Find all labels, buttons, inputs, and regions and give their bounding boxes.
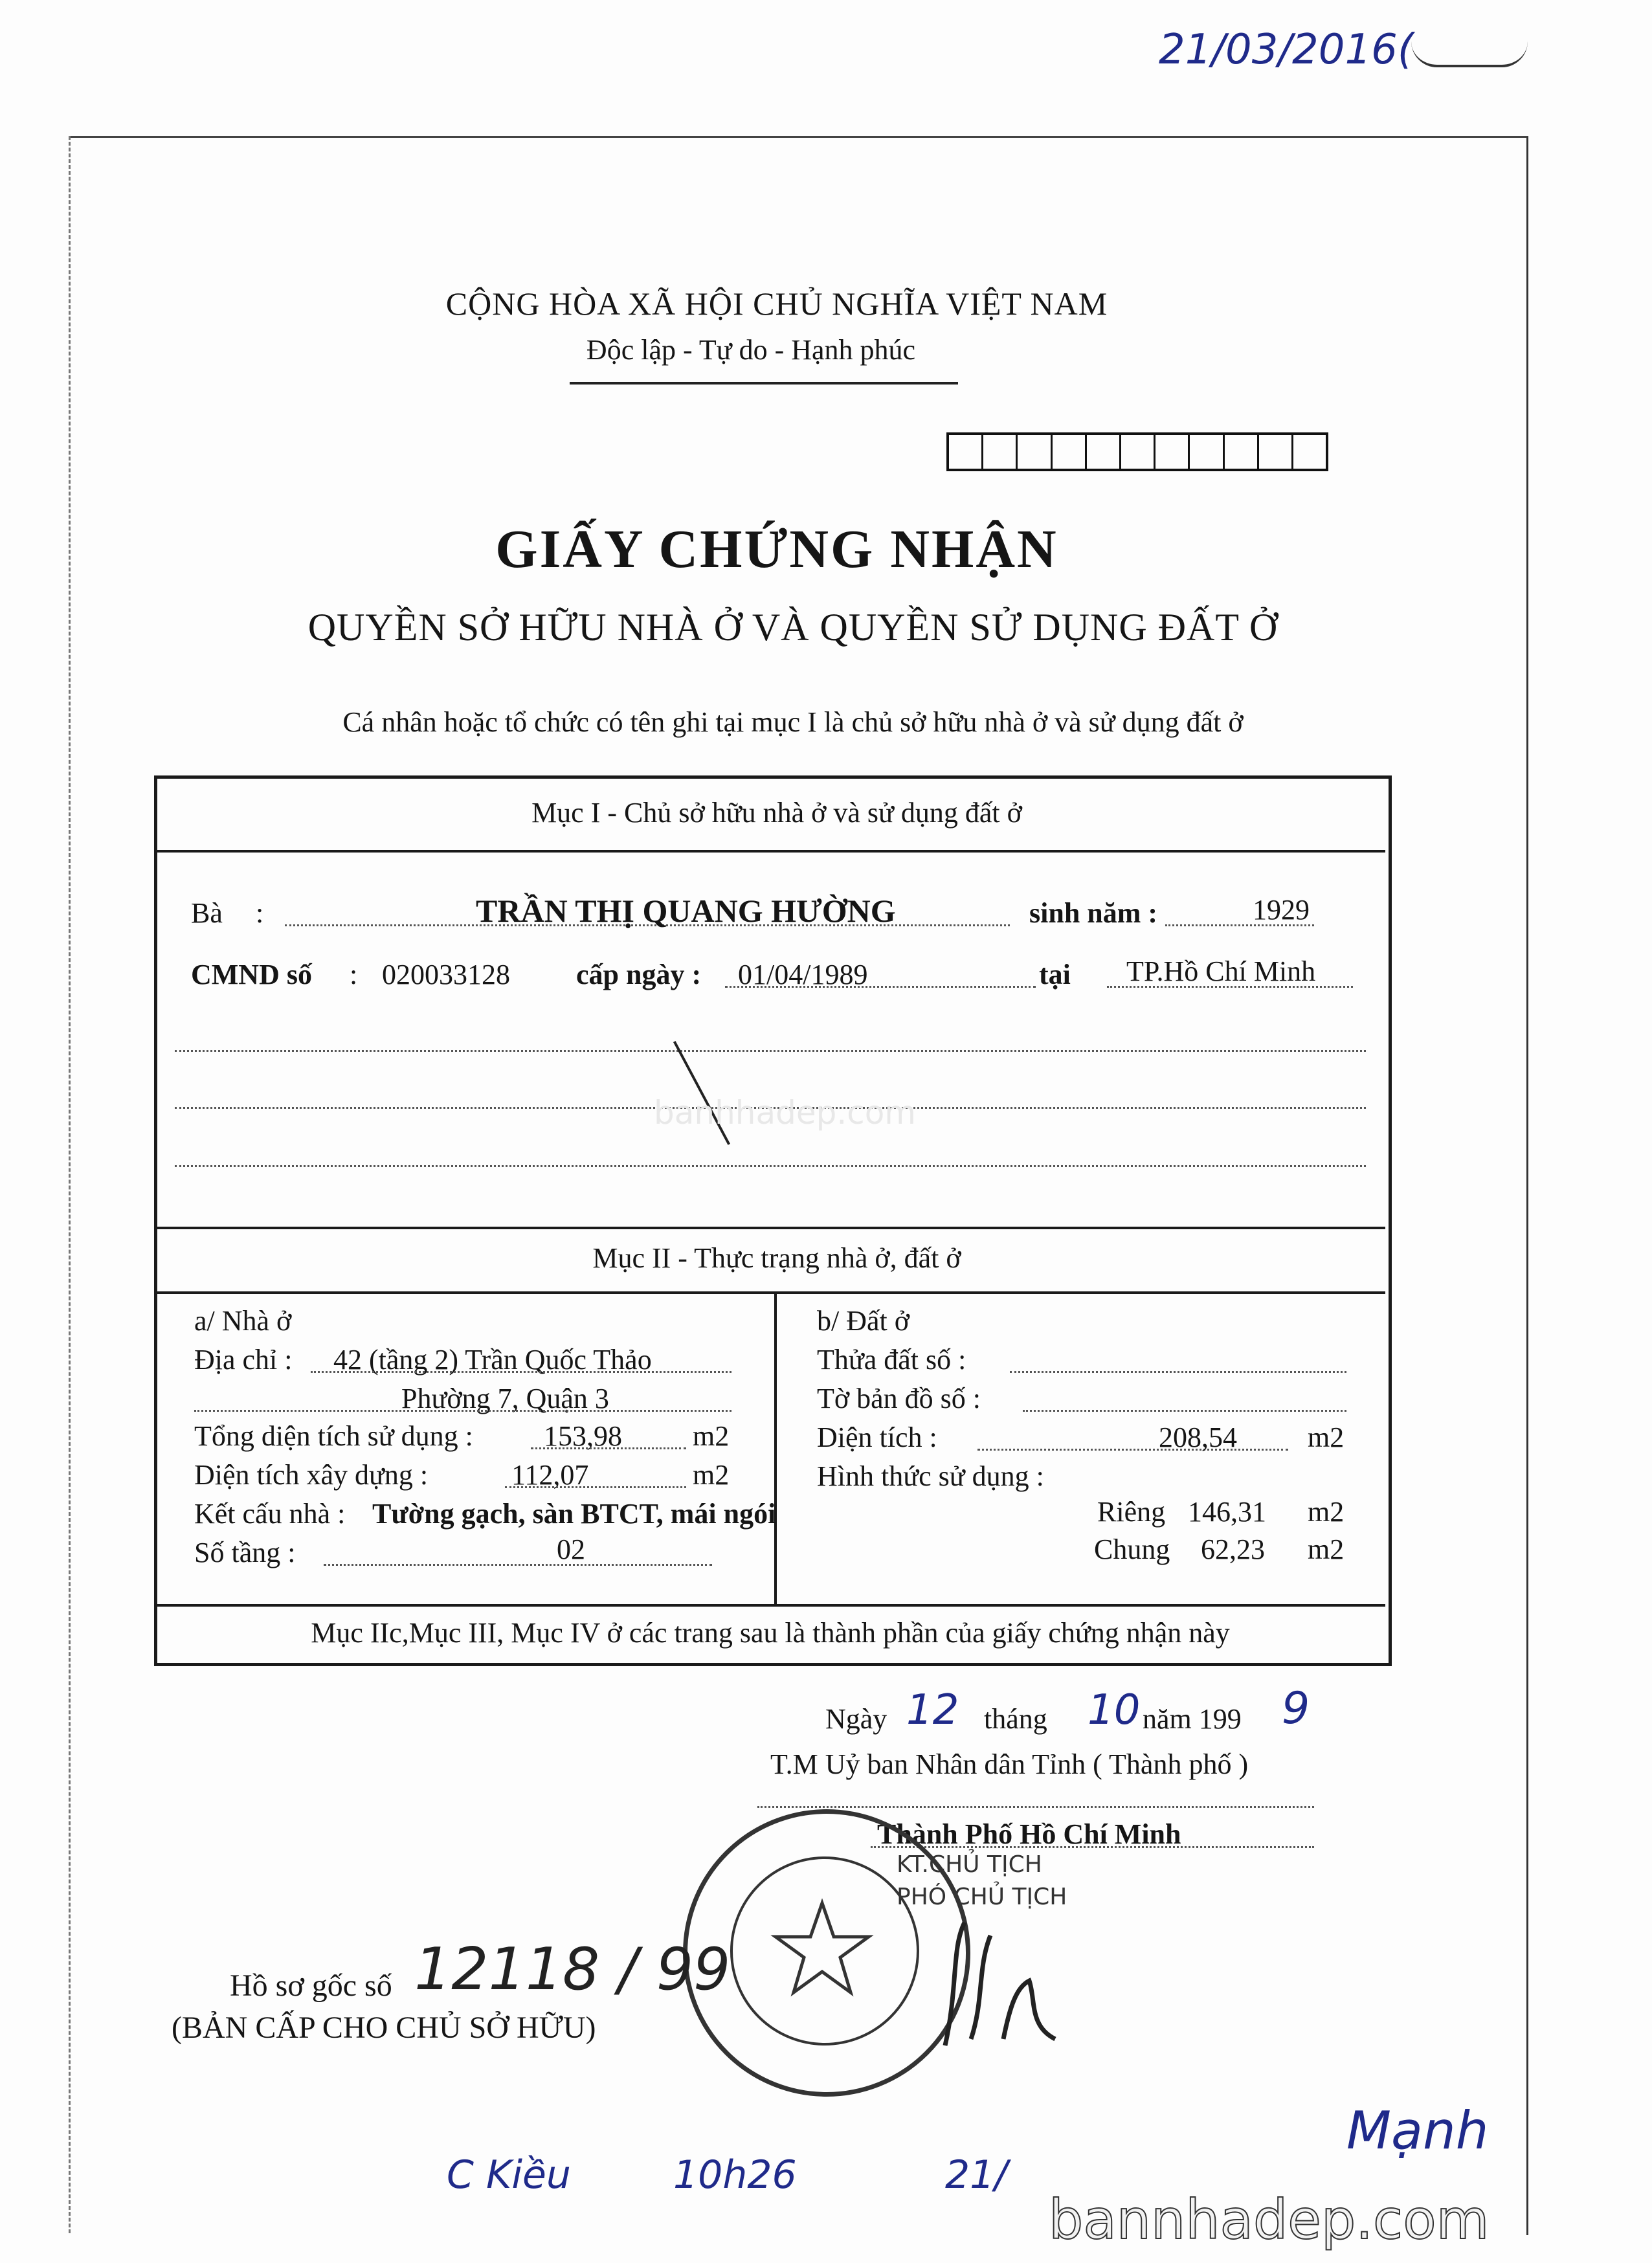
address-label: Địa chỉ : (194, 1344, 293, 1376)
floors-label: Số tầng : (194, 1537, 296, 1568)
date-year-label: năm 199 (1143, 1703, 1242, 1735)
owner-label: Bà (191, 897, 223, 929)
map-label: Tờ bản đồ số : (817, 1383, 981, 1414)
seal-star-icon (770, 1897, 874, 2000)
address-dotted-line1 (311, 1371, 731, 1373)
total-area-value: 153,98 (544, 1420, 622, 1452)
signatory-line1: KT.CHỦ TỊCH (897, 1851, 1042, 1878)
section1-header-divider (155, 850, 1385, 853)
issue-dotted-line (725, 986, 1036, 988)
date-year-digit: 9 (1282, 1683, 1310, 1734)
date-day: 12 (906, 1686, 959, 1734)
national-motto: Độc lập - Tự do - Hạnh phúc (586, 334, 916, 366)
land-heading: b/ Đất ở (817, 1305, 910, 1337)
record-number: 12118 / 99 (414, 1935, 731, 2003)
built-area-dots (505, 1486, 686, 1488)
top-note-scribble (1411, 38, 1528, 67)
id-label: CMND số (191, 959, 312, 990)
land-area-label: Diện tích : (817, 1421, 937, 1453)
shared-label: Chung (1094, 1533, 1170, 1565)
date-day-label: Ngày (825, 1703, 887, 1735)
land-area-dots (977, 1449, 1288, 1451)
map-dots (1023, 1410, 1346, 1412)
total-area-dots (531, 1447, 686, 1449)
authority-dots (757, 1806, 1314, 1808)
signature-mark (932, 1910, 1062, 2052)
issue-date: 01/04/1989 (738, 959, 868, 990)
structure-label: Kết cấu nhà : (194, 1498, 346, 1530)
watermark-bottom: bannhadep.com (1049, 2188, 1490, 2251)
footer-divider (155, 1604, 1385, 1607)
private-area-unit: m2 (1308, 1496, 1345, 1528)
owner-colon: : (256, 897, 264, 929)
blank-line-1 (175, 1050, 1366, 1052)
id-colon: : (350, 959, 358, 990)
issue-place: TP.Hồ Chí Minh (1126, 955, 1316, 987)
shared-area-unit: m2 (1308, 1533, 1345, 1565)
section2-column-divider (774, 1293, 777, 1604)
document-title: GIẤY CHỨNG NHẬN (495, 519, 1058, 579)
bottom-note-date: 21/ (945, 2152, 1008, 2198)
signatory-line2: PHÓ CHỦ TỊCH (897, 1884, 1067, 1910)
plot-dots (1010, 1371, 1346, 1373)
built-area-value: 112,07 (511, 1459, 589, 1491)
intro-text: Cá nhân hoặc tổ chức có tên ghi tại mục I là chủ sở hữu nhà ở và sử dụng đất ở (342, 706, 1244, 738)
footer-note: Mục IIc,Mục III, Mục IV ở các trang sau là thành phần của giấy chứng nhận này (311, 1617, 1230, 1649)
city-dots (871, 1846, 1314, 1848)
id-number: 020033128 (382, 959, 510, 990)
floors-value: 02 (557, 1533, 585, 1565)
section2-heading: Mục II - Thực trạng nhà ở, đất ở (592, 1242, 961, 1274)
address-dotted-line2 (194, 1410, 731, 1412)
watermark-center: banhhadep.com (654, 1094, 917, 1132)
national-title: CỘNG HÒA XÃ HỘI CHỦ NGHĨA VIỆT NAM (445, 285, 1108, 322)
floors-dots (324, 1564, 712, 1566)
place-label: tại (1039, 959, 1071, 990)
birth-label: sinh năm : (1029, 897, 1158, 929)
date-month: 10 (1088, 1686, 1141, 1734)
place-dotted-line (1107, 986, 1353, 988)
bottom-note-name: C Kiều (447, 2152, 571, 2198)
issue-label: cấp ngày : (576, 959, 702, 990)
shared-area-value: 62,23 (1201, 1533, 1265, 1565)
record-copy-note: (BẢN CẤP CHO CHỦ SỞ HỮU) (172, 2011, 596, 2045)
birth-year: 1929 (1253, 894, 1310, 926)
built-area-label: Diện tích xây dựng : (194, 1459, 429, 1491)
bottom-note-time: 10h26 (673, 2152, 797, 2198)
record-label: Hồ sơ gốc số (230, 1968, 392, 2003)
authority-line: T.M Uỷ ban Nhân dân Tỉnh ( Thành phố ) (770, 1748, 1249, 1780)
city-name: Thành Phố Hồ Chí Minh (877, 1818, 1181, 1850)
section2-header-divider (155, 1291, 1385, 1294)
land-area-unit: m2 (1308, 1421, 1345, 1453)
motto-underline (570, 382, 958, 385)
total-area-label: Tổng diện tích sử dụng : (194, 1420, 473, 1452)
usage-label: Hình thức sử dụng : (817, 1460, 1044, 1492)
owner-row (191, 897, 223, 930)
private-label: Riêng (1097, 1496, 1166, 1528)
date-month-label: tháng (984, 1703, 1047, 1735)
plot-label: Thửa đất số : (817, 1344, 966, 1376)
address-line2: Phường 7, Quận 3 (401, 1383, 609, 1414)
land-area-value: 208,54 (1159, 1421, 1237, 1453)
blank-line-3 (175, 1165, 1366, 1167)
bottom-note-signature: Mạnh (1346, 2101, 1489, 2161)
house-heading: a/ Nhà ở (194, 1305, 292, 1337)
document-subtitle: QUYỀN SỞ HỮU NHÀ Ở VÀ QUYỀN SỬ DỤNG ĐẤT Ở (307, 606, 1278, 649)
top-handwritten-date: 21/03/2016( (1159, 26, 1414, 74)
section2-top-divider (155, 1227, 1385, 1229)
section1-heading: Mục I - Chủ sở hữu nhà ở và sử dụng đất ở (531, 797, 1022, 829)
owner-name: TRẦN THỊ QUANG HƯỜNG (476, 893, 896, 929)
address-line1: 42 (tầng 2) Trần Quốc Thảo (333, 1344, 652, 1376)
built-area-unit: m2 (693, 1459, 730, 1491)
page-frame-left-edge (69, 136, 71, 2233)
structure-value: Tường gạch, sàn BTCT, mái ngói (372, 1498, 776, 1530)
private-area-value: 146,31 (1188, 1496, 1266, 1528)
serial-number-boxes (946, 432, 1328, 471)
total-area-unit: m2 (693, 1420, 730, 1452)
